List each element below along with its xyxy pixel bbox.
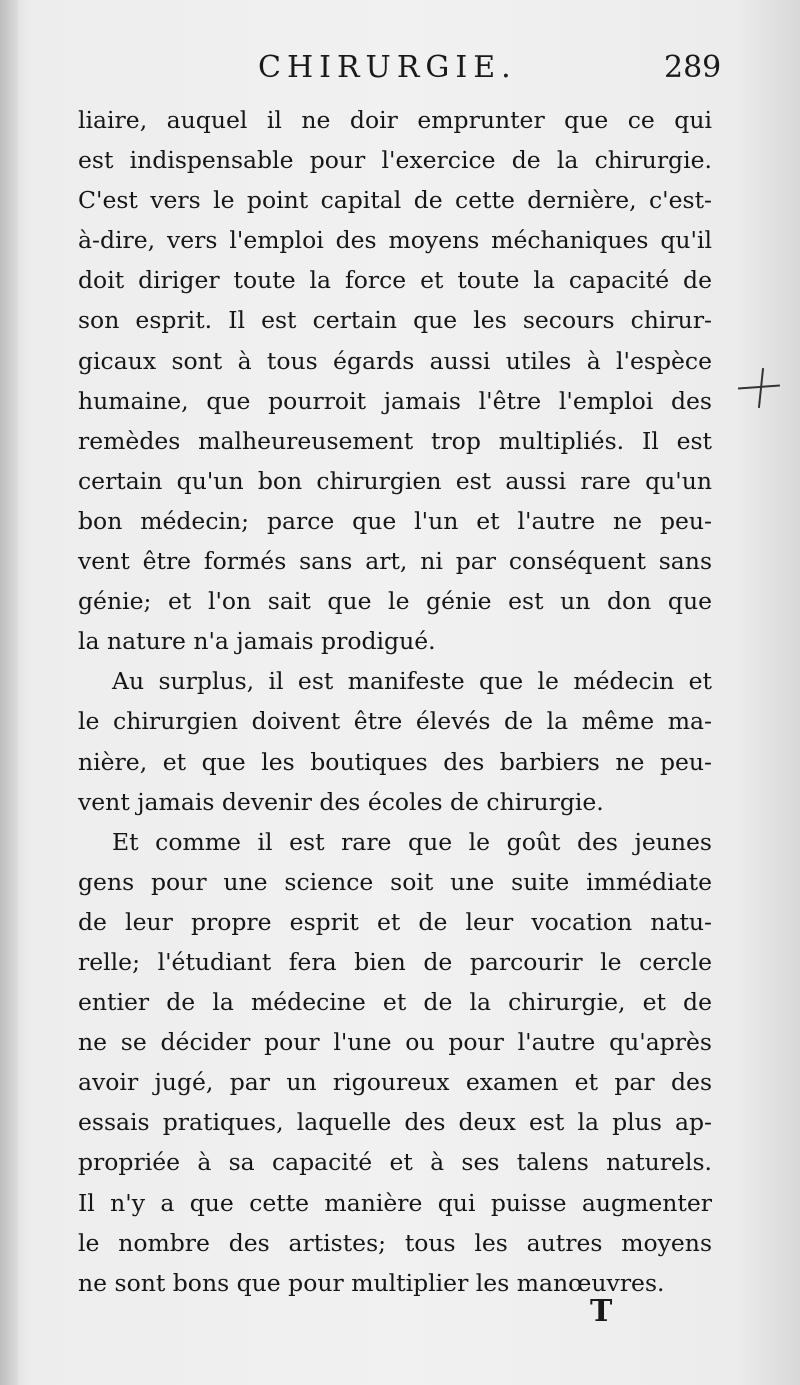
paragraph (78, 822, 712, 1303)
signature-mark: T (590, 1294, 613, 1329)
text-line: le nombre des artistes; tous les autres moyens (78, 1228, 712, 1257)
handwritten-cross-mark (738, 368, 782, 412)
text-line: entier de la médecine et de la chirurgie, et de (78, 988, 712, 1017)
page-gutter-shadow (0, 0, 18, 1385)
text-line: la nature n'a jamais prodigué. (78, 627, 436, 656)
text-line: ne se décider pour l'une ou pour l'autre qu'après (78, 1028, 712, 1057)
text-line: Il n'y a que cette manière qui puisse augmenter (78, 1188, 712, 1217)
text-line: Au surplus, il est manifeste que le médecin et (112, 667, 712, 696)
text-line: gicaux sont à tous égards aussi utiles à l'espèce (78, 346, 712, 375)
text-line: humaine, que pourroit jamais l'être l'emploi des (78, 386, 712, 415)
text-line: avoir jugé, par un rigoureux examen et par des (78, 1068, 712, 1097)
text-line: C'est vers le point capital de cette dernière, c'est- (78, 186, 712, 215)
paragraph (78, 100, 712, 661)
text-line: liaire, auquel il ne doir emprunter que ce qui (78, 106, 712, 134)
text-line: à-dire, vers l'emploi des moyens méchaniques qu'il (78, 226, 712, 255)
paragraph (78, 661, 712, 821)
text-line: remèdes malheureusement trop multipliés. Il est (78, 426, 712, 455)
body-text (78, 100, 712, 1303)
text-line: le chirurgien doivent être élevés de la même ma- (78, 707, 712, 736)
text-line: relle; l'étudiant fera bien de parcourir le cercle (78, 947, 712, 976)
text-line: ne sont bons que pour multiplier les manœuvres. (78, 1268, 665, 1297)
text-line: Et comme il est rare que le goût des jeunes (112, 827, 712, 856)
text-line: doit diriger toute la force et toute la capacité de (78, 266, 712, 295)
text-line: de leur propre esprit et de leur vocation natu- (78, 907, 712, 936)
text-line: essais pratiques, laquelle des deux est la plus ap- (78, 1108, 712, 1137)
page-header (0, 48, 800, 88)
text-line: vent être formés sans art, ni par conséquent sans (78, 547, 712, 576)
text-line: est indispensable pour l'exercice de la chirurgie. (78, 146, 712, 175)
page-number: 289 (664, 50, 722, 85)
text-line: gens pour une science soit une suite immédiate (78, 867, 712, 896)
text-line: propriée à sa capacité et à ses talens naturels. (78, 1148, 712, 1177)
text-line: son esprit. Il est certain que les secours chirur- (78, 306, 712, 335)
text-line: bon médecin; parce que l'un et l'autre ne peu- (78, 506, 712, 535)
text-line: nière, et que les boutiques des barbiers ne peu- (78, 747, 712, 776)
text-line: vent jamais devenir des écoles de chirurgie. (78, 787, 604, 816)
running-head: CHIRURGIE. (258, 50, 517, 85)
text-line: certain qu'un bon chirurgien est aussi rare qu'un (78, 466, 712, 495)
text-line: génie; et l'on sait que le génie est un don que (78, 587, 712, 616)
